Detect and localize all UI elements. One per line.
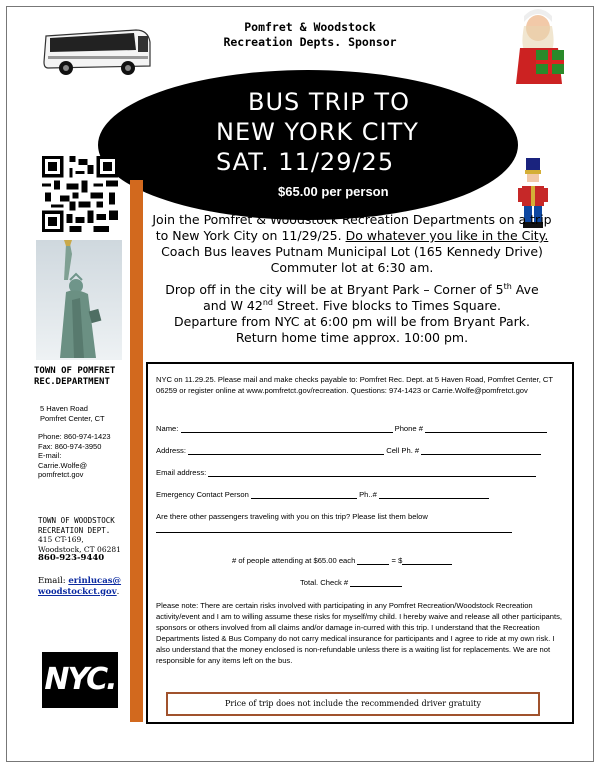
dropoff-text-1: Drop off in the city will be at Bryant Park – Corner of 5 <box>165 282 504 297</box>
dropoff-text-2: Ave and W 42 <box>203 282 539 313</box>
passengers-question: Are there other passengers traveling with you on this trip? Please list them below <box>156 512 428 521</box>
total-row <box>300 578 402 587</box>
phone-field[interactable] <box>425 425 547 433</box>
cell-field[interactable] <box>421 447 541 455</box>
pomfret-dept-title <box>34 366 130 388</box>
dropoff-sup-1: th <box>503 281 512 291</box>
pomfret-title-line-2: REC.DEPARTMENT <box>34 377 110 387</box>
intro-underlined: Do whatever you like in the City. <box>345 228 549 243</box>
intro-text-2: Coach Bus leaves Putnam Municipal Lot (165 Kennedy Drive) Commuter lot at 6:30 am. <box>161 244 543 275</box>
emergency-row <box>156 490 489 499</box>
intro-paragraph <box>152 212 552 276</box>
woodstock-email-link-1[interactable]: erinlucas@ <box>68 576 122 586</box>
registration-form <box>146 362 574 724</box>
passengers-field-row <box>156 524 512 533</box>
pomfret-contact <box>38 432 134 480</box>
pomfret-email-line-1[interactable]: Carrie.Wolfe@ <box>38 460 88 470</box>
emergency-label: Emergency Contact Person <box>156 490 249 499</box>
woodstock-dept <box>38 516 134 564</box>
woodstock-addr-line-1: 415 CT-169, <box>38 535 84 544</box>
email-row <box>156 468 536 477</box>
total-label: Total. Check # <box>300 578 349 587</box>
pomfret-phone: Phone: 860-974-1423 <box>38 432 111 441</box>
bus-icon <box>40 22 152 78</box>
name-row <box>156 424 547 433</box>
pomfret-email-label: E-mail: <box>38 451 62 460</box>
name-field[interactable] <box>181 425 393 433</box>
sponsor-header <box>190 20 430 50</box>
cell-label: Cell Ph. # <box>386 446 420 455</box>
dropoff-text-3: Street. Five blocks to Times Square. <box>272 298 501 313</box>
intro-text-1: Join the Pomfret & Woodstock Recreation Departments on a trip to New York City on 11/29/25. <box>152 212 552 243</box>
email-label: Email address: <box>156 468 207 477</box>
attending-amount-field[interactable] <box>402 557 452 565</box>
attending-count-field[interactable] <box>357 557 389 565</box>
woodstock-email-label: Email: <box>38 576 69 586</box>
banner-line-3: SAT. 11/29/25 <box>216 148 395 176</box>
passengers-field[interactable] <box>156 525 512 533</box>
email-field[interactable] <box>208 469 536 477</box>
liability-notice: Please note: There are certain risks involved with participating in any Pomfret Recreation/Woodstock Recreation activity/event and I am to willing assume these risks for myself/my child. I hereby waive and release all other participants, sponsors or others involved from all claims and/or damage in-curred with this trip. I understand that the Recreation Departments listed & Bus Company do not carry medical insurance for participants and I agree to ride at my own risk. I also understand that the money enclosed is non-refundable unless there is a waiting list for replacements. We are not responsible for any items left on the bus. <box>156 601 563 665</box>
sponsor-line-1: Pomfret & Woodstock <box>244 20 376 34</box>
address-label: Address: <box>156 446 186 455</box>
pomfret-fax: Fax: 860-974-3950 <box>38 441 102 451</box>
woodstock-title-line-1: TOWN OF WOODSTOCK <box>38 516 115 525</box>
statue-of-liberty-image <box>36 240 122 360</box>
form-intro: NYC on 11.29.25. Please mail and make checks payable to: Pomfret Rec. Dept. at 5 Haven Road, Pomfret Center, CT 06259 or register online at www.pomfretct.gov/recreation. Questions: 974-1423 or Carrie.Wolfe@pomfretct.gov <box>156 375 553 395</box>
pomfret-addr-line-1: 5 Haven Road <box>40 404 88 413</box>
attending-equals: = $ <box>391 556 403 565</box>
pomfret-title-line-1: TOWN OF POMFRET <box>34 366 116 376</box>
dropoff-paragraph <box>152 282 552 346</box>
emergency-field[interactable] <box>251 491 357 499</box>
phone-label: Phone # <box>394 424 423 433</box>
banner-line-1: BUS TRIP TO <box>248 88 410 116</box>
woodstock-email-end: . <box>116 586 120 597</box>
address-field[interactable] <box>188 447 384 455</box>
pomfret-email-line-2[interactable]: pomfretct.gov <box>38 470 84 479</box>
price-per-person: $65.00 per person <box>278 184 389 199</box>
attending-label: # of people attending at $65.00 each <box>232 556 356 565</box>
qr-code-icon[interactable] <box>42 156 118 232</box>
woodstock-phone: 860-923-9440 <box>38 553 105 563</box>
check-number-field[interactable] <box>350 579 402 587</box>
banner-line-2: NEW YORK CITY <box>216 118 419 146</box>
pomfret-address <box>40 404 136 423</box>
name-label: Name: <box>156 424 179 433</box>
nyc-logo: NYC. <box>42 652 118 708</box>
gratuity-note: Price of trip does not include the recommended driver gratuity <box>166 692 540 716</box>
woodstock-title-line-2: RECREATION DEPT. <box>38 525 111 535</box>
sponsor-line-2: Recreation Depts. Sponsor <box>223 35 397 49</box>
attending-row <box>232 556 452 565</box>
address-row <box>156 446 541 455</box>
emergency-ph-field[interactable] <box>379 491 489 499</box>
return-line: Return home time approx. 10:00 pm. <box>235 330 469 345</box>
title-banner <box>98 70 518 220</box>
pomfret-addr-line-2: Pomfret Center, CT <box>40 413 105 423</box>
dropoff-sup-2: nd <box>262 297 273 307</box>
woodstock-addr-line-2: Woodstock, CT 06281 <box>38 544 121 554</box>
woodstock-email <box>38 576 134 597</box>
emergency-ph-label: Ph..# <box>359 490 377 499</box>
woodstock-email-link-2[interactable]: woodstockct.gov <box>38 586 117 597</box>
girl-with-gift-icon <box>510 8 568 84</box>
departure-line: Departure from NYC at 6:00 pm will be from Bryant Park. <box>174 314 530 329</box>
